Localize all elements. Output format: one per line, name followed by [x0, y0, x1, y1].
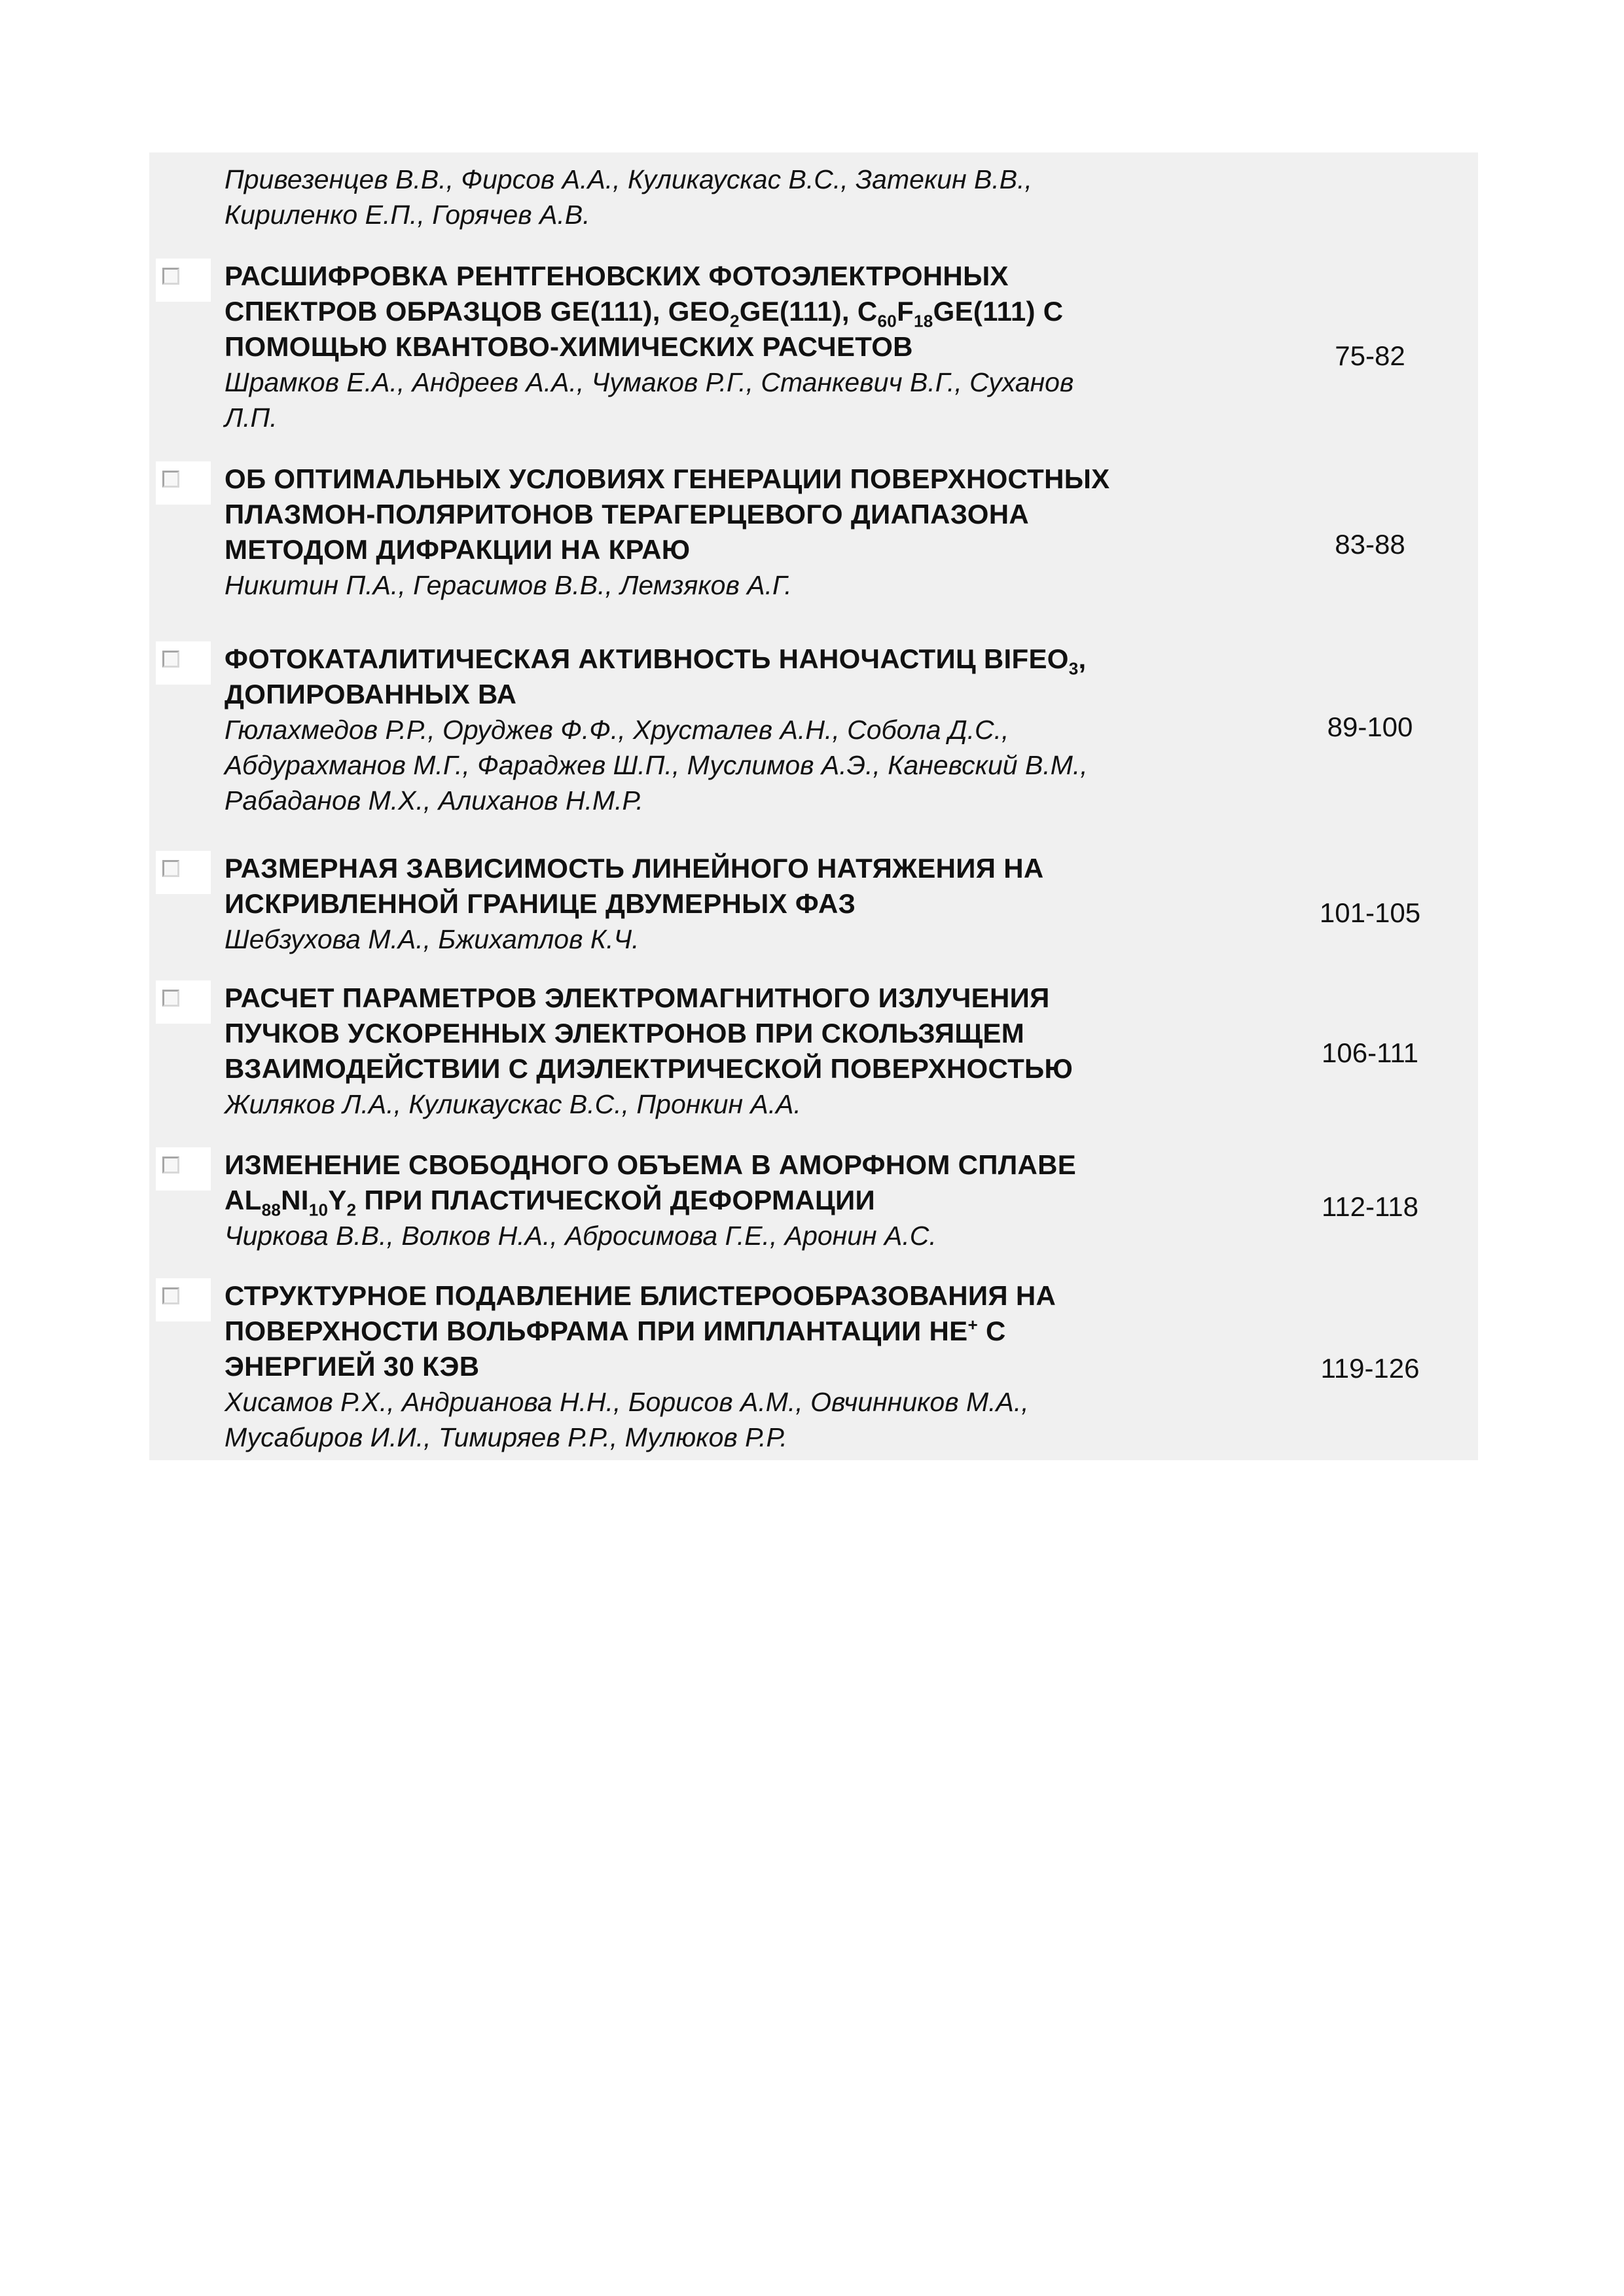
article-title-line[interactable]: РАЗМЕРНАЯ ЗАВИСИМОСТЬ ЛИНЕЙНОГО НАТЯЖЕНИЯ НА: [225, 853, 1044, 884]
article-title-line[interactable]: $AL_{88}NI_{10}Y_2$ ПРИ ПЛАСТИЧЕСКОЙ ДЕФОРМАЦИИ: [225, 1185, 875, 1220]
article-authors-line: Шебзухова М.А., Бжихатлов К.Ч.: [225, 924, 640, 954]
article-title-line[interactable]: ПОМОЩЬЮ КВАНТОВО-ХИМИЧЕСКИХ РАСЧЕТОВ: [225, 331, 913, 362]
select-checkbox[interactable]: [156, 259, 211, 302]
article-title-line[interactable]: ВЗАИМОДЕЙСТВИИ С ДИЭЛЕКТРИЧЕСКОЙ ПОВЕРХНОСТЬЮ: [225, 1053, 1074, 1084]
article-title-line[interactable]: ЭНЕРГИЕЙ 30 КЭВ: [225, 1351, 480, 1382]
select-checkbox[interactable]: [156, 1147, 211, 1191]
article-authors-line: Жиляков Л.А., Куликаускас В.С., Пронкин А.А.: [225, 1089, 801, 1119]
article-authors-line: Гюлахмедов Р.Р., Оруджев Ф.Ф., Хрусталев А.Н., Собола Д.С.,: [225, 715, 1009, 745]
select-checkbox[interactable]: [156, 461, 211, 505]
article-authors-line: Никитин П.А., Герасимов В.В., Лемзяков А.Г.: [225, 570, 792, 600]
article-title-line[interactable]: ИСКРИВЛЕННОЙ ГРАНИЦЕ ДВУМЕРНЫХ ФАЗ: [225, 888, 856, 919]
page-range: 106-111: [1322, 1037, 1418, 1068]
article-title-line[interactable]: ИЗМЕНЕНИЕ СВОБОДНОГО ОБЪЕМА В АМОРФНОМ СПЛАВЕ: [225, 1149, 1077, 1180]
article-authors-line: Привезенцев В.В., Фирсов А.А., Куликаускас В.С., Затекин В.В.,: [225, 164, 1032, 194]
article-authors-line: Абдурахманов М.Г., Фараджев Ш.П., Муслимов А.Э., Каневский В.М.,: [225, 750, 1088, 780]
article-authors-line: Рабаданов М.Х., Алиханов Н.М.Р.: [225, 785, 643, 816]
article-title-line[interactable]: МЕТОДОМ ДИФРАКЦИИ НА КРАЮ: [225, 534, 691, 565]
page-range: 119-126: [1320, 1353, 1420, 1384]
page-range: 83-88: [1335, 529, 1405, 560]
article-title-line[interactable]: РАСШИФРОВКА РЕНТГЕНОВСКИХ ФОТОЭЛЕКТРОННЫХ: [225, 260, 1009, 291]
article-title-line[interactable]: ПУЧКОВ УСКОРЕННЫХ ЭЛЕКТРОНОВ ПРИ СКОЛЬЗЯЩЕМ: [225, 1018, 1025, 1049]
article-authors-line: Мусабиров И.И., Тимиряев Р.Р., Мулюков Р.Р.: [225, 1422, 787, 1452]
select-checkbox[interactable]: [156, 851, 211, 894]
article-authors-line: Кириленко Е.П., Горячев А.В.: [225, 200, 590, 230]
select-checkbox[interactable]: [156, 980, 211, 1024]
article-authors-line: Л.П.: [225, 403, 278, 433]
article-title-line[interactable]: ПЛАЗМОН-ПОЛЯРИТОНОВ ТЕРАГЕРЦЕВОГО ДИАПАЗОНА: [225, 499, 1030, 529]
article-title-line[interactable]: ДОПИРОВАННЫХ ВА: [225, 679, 517, 709]
select-checkbox[interactable]: [156, 641, 211, 685]
page-range: 89-100: [1327, 711, 1413, 742]
page-range: 112-118: [1322, 1191, 1418, 1222]
article-title-line[interactable]: ПОВЕРХНОСТИ ВОЛЬФРАМА ПРИ ИМПЛАНТАЦИИ НЕ+ С: [225, 1315, 1006, 1346]
article-title-line[interactable]: СТРУКТУРНОЕ ПОДАВЛЕНИЕ БЛИСТЕРООБРАЗОВАНИЯ НА: [225, 1280, 1056, 1311]
article-title-line[interactable]: ОБ ОПТИМАЛЬНЫХ УСЛОВИЯХ ГЕНЕРАЦИИ ПОВЕРХНОСТНЫХ: [225, 463, 1110, 494]
article-authors-line: Хисамов Р.Х., Андрианова Н.Н., Борисов А.М., Овчинников М.А.,: [225, 1387, 1029, 1417]
table-of-contents: [149, 152, 1478, 1460]
select-checkbox[interactable]: [156, 1278, 211, 1321]
page-range: 75-82: [1335, 340, 1405, 371]
article-title-line[interactable]: СПЕКТРОВ ОБРАЗЦОВ GE(111), $GEO_2GE(111)$, $C_{60}F_{18}GE(111)$ С: [225, 296, 1064, 331]
article-authors-line: Шрамков Е.А., Андреев А.А., Чумаков Р.Г., Станкевич В.Г., Суханов: [225, 367, 1074, 397]
page-range: 101-105: [1319, 897, 1421, 928]
article-authors-line: Чиркова В.В., Волков Н.А., Абросимова Г.Е., Аронин А.С.: [225, 1221, 937, 1251]
article-title-line[interactable]: РАСЧЕТ ПАРАМЕТРОВ ЭЛЕКТРОМАГНИТНОГО ИЗЛУЧЕНИЯ: [225, 982, 1050, 1013]
article-title-line[interactable]: ФОТОКАТАЛИТИЧЕСКАЯ АКТИВНОСТЬ НАНОЧАСТИЦ $BIFEO_3$,: [225, 643, 1087, 679]
